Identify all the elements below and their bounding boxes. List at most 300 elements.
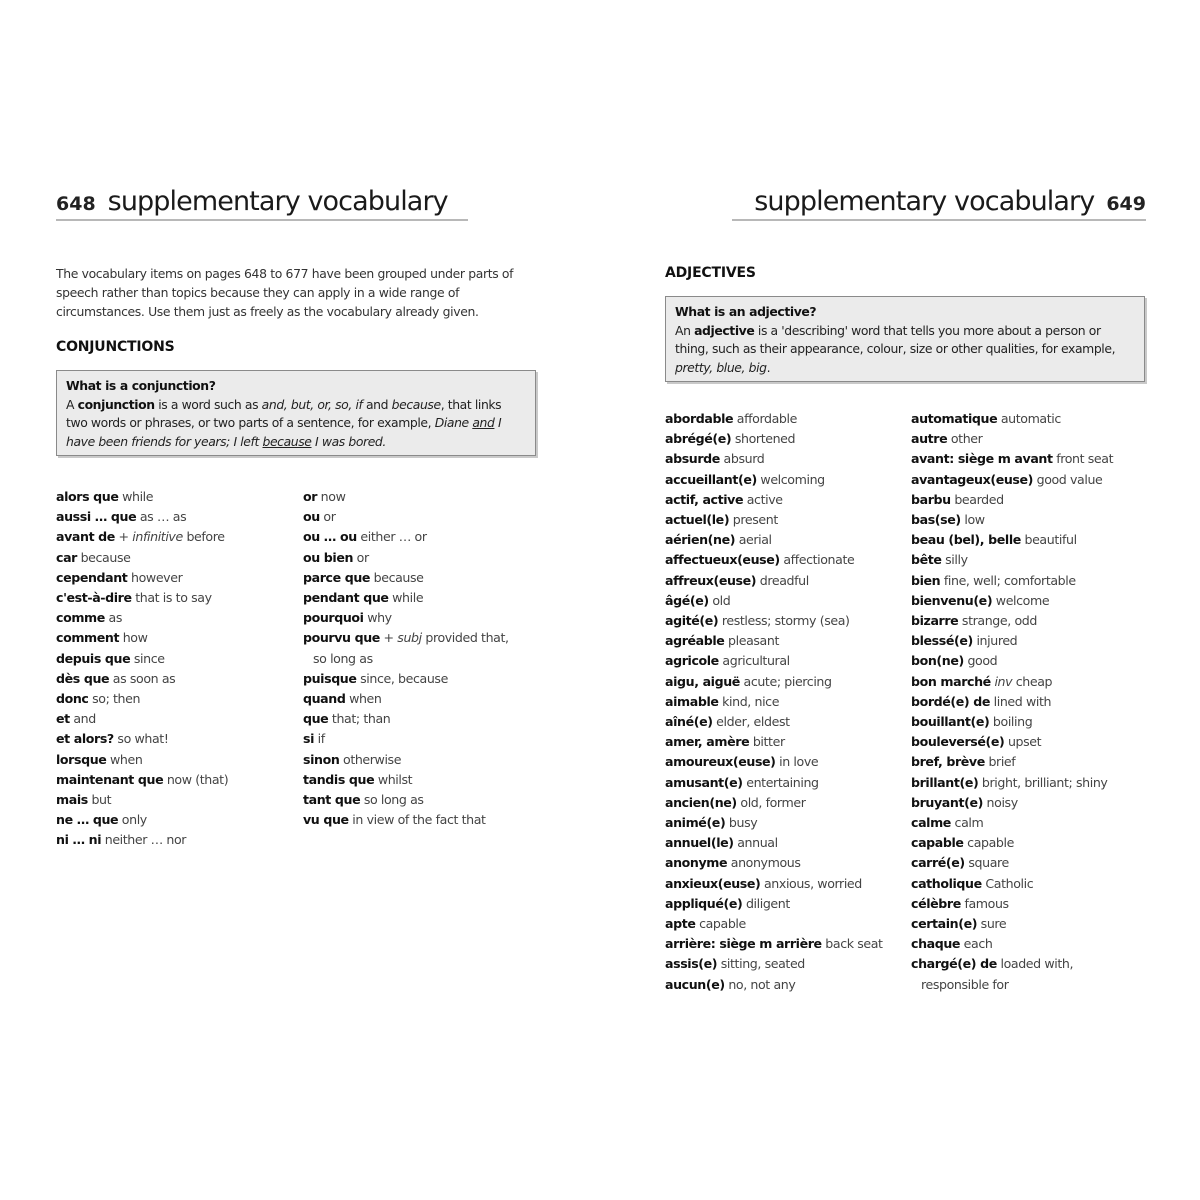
- vocab-entry: [911, 752, 1113, 772]
- gloss: anxious, worried: [760, 875, 862, 891]
- headword: donc: [56, 691, 89, 707]
- gloss: beautiful: [1020, 532, 1077, 548]
- gloss: as soon as: [109, 670, 176, 686]
- gloss: so what!: [113, 731, 169, 747]
- vocab-entry: [303, 750, 509, 770]
- conjunctions-column-2: [303, 487, 509, 830]
- gloss: absurd: [719, 451, 765, 467]
- vocab-entry: [56, 588, 228, 608]
- vocab-entry: [911, 470, 1113, 490]
- vocab-entry: [56, 608, 228, 628]
- info-text: is a word such as: [154, 396, 262, 412]
- vocab-entry: [911, 833, 1113, 853]
- headword: avant: siège m avant: [911, 451, 1053, 467]
- gloss: affectionate: [779, 552, 855, 568]
- gloss: so long as: [360, 792, 424, 808]
- headword: quand: [303, 691, 346, 707]
- gloss: welcoming: [756, 471, 825, 487]
- headword: bordé(e) de: [911, 693, 991, 709]
- vocab-entry: [56, 487, 228, 507]
- headword: bon marché: [911, 673, 991, 689]
- headword: capable: [911, 835, 964, 851]
- gloss: automatic: [997, 411, 1061, 426]
- vocab-entry: [665, 591, 883, 611]
- gloss: neither … nor: [101, 832, 187, 848]
- vocab-entry: [56, 548, 228, 568]
- vocab-entry: [665, 409, 883, 429]
- gloss: loaded with,: [996, 956, 1074, 972]
- vocab-entry: [911, 894, 1113, 914]
- vocab-entry: [911, 651, 1113, 671]
- gloss: injured: [972, 633, 1018, 649]
- headword: affreux(euse): [665, 572, 757, 588]
- gloss: + subj provided that,: [383, 630, 509, 646]
- gloss: strange, odd: [958, 613, 1037, 629]
- info-example: because: [391, 396, 441, 412]
- headword: bouleversé(e): [911, 734, 1005, 750]
- vocab-entry: [303, 628, 509, 648]
- vocab-entry: [911, 954, 1113, 974]
- vocab-entry: [303, 527, 509, 547]
- gloss: in view of the fact that: [348, 812, 486, 828]
- gloss: but: [87, 792, 112, 808]
- section-heading-conjunctions: CONJUNCTIONS: [56, 339, 175, 355]
- vocab-entry: [911, 530, 1113, 550]
- info-box-question: What is a conjunction?: [66, 378, 216, 393]
- gloss: in love: [775, 754, 819, 770]
- gloss: as … as: [136, 509, 187, 525]
- vocab-entry: [303, 649, 509, 669]
- gloss: annual: [733, 835, 778, 851]
- vocab-entry: [56, 507, 228, 527]
- info-example-underlined: because: [262, 433, 312, 449]
- headword: anonyme: [665, 855, 728, 871]
- vocab-entry: [665, 833, 883, 853]
- info-text: An: [675, 322, 695, 338]
- vocab-entry: [665, 853, 883, 873]
- gloss: noisy: [982, 794, 1018, 810]
- headword: bienvenu(e): [911, 592, 993, 608]
- headword: assis(e): [665, 956, 718, 972]
- vocab-entry: [911, 449, 1113, 469]
- headword: actuel(le): [665, 512, 730, 528]
- headword: bouillant(e): [911, 714, 990, 730]
- headword: cependant: [56, 569, 128, 585]
- headword: apte: [665, 916, 696, 932]
- headword: autre: [911, 431, 948, 447]
- headword: c'est-à-dire: [56, 590, 132, 606]
- vocab-entry: [911, 732, 1113, 752]
- vocab-entry: [665, 550, 883, 570]
- vocab-entry: [303, 487, 509, 507]
- page-number: 649: [1106, 193, 1146, 215]
- headword: affectueux(euse): [665, 552, 780, 568]
- info-text: and: [362, 396, 392, 412]
- vocab-entry: [665, 470, 883, 490]
- vocab-entry: [911, 672, 1113, 692]
- headword: calme: [911, 815, 951, 831]
- headword: avantageux(euse): [911, 471, 1033, 487]
- gloss: calm: [950, 815, 984, 831]
- headword: bon(ne): [911, 653, 964, 669]
- headword: avant de: [56, 529, 115, 545]
- vocab-entry: [911, 853, 1113, 873]
- headword: célèbre: [911, 895, 961, 911]
- headword: puisque: [303, 670, 357, 686]
- headword: agréable: [665, 633, 725, 649]
- vocab-entry: [665, 449, 883, 469]
- headword: aérien(ne): [665, 532, 736, 548]
- gloss: bearded: [950, 491, 1004, 507]
- gloss: each: [960, 936, 993, 952]
- vocab-entry: [911, 550, 1113, 570]
- headword: comment: [56, 630, 120, 646]
- headword: bas(se): [911, 512, 961, 528]
- vocab-entry: [665, 510, 883, 530]
- headword: beau (bel), belle: [911, 532, 1021, 548]
- vocab-entry: [303, 608, 509, 628]
- headword: arrière: siège m arrière: [665, 936, 822, 952]
- gloss: elder, eldest: [712, 714, 790, 730]
- gloss: sure: [977, 916, 1007, 932]
- vocab-entry: [303, 548, 509, 568]
- vocab-entry: [665, 813, 883, 833]
- vocab-entry: [665, 429, 883, 449]
- vocab-entry: [911, 571, 1113, 591]
- gloss: either … or: [356, 529, 427, 545]
- gloss: busy: [725, 815, 758, 831]
- vocab-entry: [911, 490, 1113, 510]
- section-heading-adjectives: ADJECTIVES: [665, 265, 756, 281]
- vocab-entry: [303, 507, 509, 527]
- headword: amoureux(euse): [665, 754, 776, 770]
- vocab-entry: [303, 689, 509, 709]
- gloss: when: [345, 691, 382, 707]
- gloss: because: [370, 569, 424, 585]
- headword: amer, amère: [665, 734, 750, 750]
- info-text: is a 'describing' word that tells you more about a person or thing, such as their appearance, colour, size or other qualities, for example,: [675, 322, 1116, 356]
- headword: abordable: [665, 411, 734, 426]
- gloss: when: [106, 751, 143, 767]
- vocab-entry: [665, 692, 883, 712]
- info-example-underlined: and: [472, 415, 495, 430]
- vocab-entry: [911, 409, 1113, 429]
- right-page-header: [732, 186, 1146, 221]
- vocab-entry: [911, 934, 1113, 954]
- headword: lorsque: [56, 751, 107, 767]
- vocab-entry: [56, 830, 228, 850]
- gloss: while: [388, 590, 424, 606]
- vocab-entry: [911, 611, 1113, 631]
- vocab-entry: [665, 490, 883, 510]
- headword: bien: [911, 572, 941, 588]
- gloss: silly: [941, 552, 968, 568]
- gloss: famous: [960, 895, 1009, 911]
- headword: âgé(e): [665, 592, 709, 608]
- info-term: adjective: [694, 322, 755, 338]
- vocab-entry: [303, 770, 509, 790]
- info-term: conjunction: [77, 396, 155, 412]
- headword: tant que: [303, 792, 361, 808]
- vocab-entry: [911, 874, 1113, 894]
- headword: certain(e): [911, 916, 978, 932]
- headword: pourquoi: [303, 610, 364, 626]
- vocab-entry: [56, 527, 228, 547]
- vocab-entry: [303, 709, 509, 729]
- headword: aucun(e): [665, 976, 725, 992]
- gloss: now (that): [163, 771, 229, 787]
- gloss: present: [729, 512, 778, 528]
- adjective-info-box: [665, 296, 1145, 382]
- gloss: since, because: [356, 670, 448, 686]
- vocab-entry: [56, 770, 228, 790]
- headword: ni … ni: [56, 832, 102, 848]
- vocab-entry: [665, 793, 883, 813]
- headword: alors que: [56, 489, 119, 504]
- headword: comme: [56, 610, 105, 626]
- vocab-entry: [665, 773, 883, 793]
- gloss: old: [708, 592, 731, 608]
- gloss: low: [960, 512, 985, 528]
- vocab-entry: [665, 914, 883, 934]
- vocab-entry: [911, 975, 1113, 995]
- vocab-entry: [56, 729, 228, 749]
- vocab-entry: [303, 568, 509, 588]
- headword: aigu, aiguë: [665, 673, 740, 689]
- gloss: capable: [695, 916, 746, 932]
- headword: aîné(e): [665, 714, 713, 730]
- headword: brillant(e): [911, 774, 979, 790]
- gloss: + infinitive before: [118, 529, 225, 545]
- gloss: now: [317, 489, 346, 504]
- gloss: so long as: [313, 650, 373, 666]
- gloss: dreadful: [756, 572, 809, 588]
- vocab-entry: [56, 669, 228, 689]
- gloss: welcome: [992, 592, 1050, 608]
- gloss: no, not any: [724, 976, 796, 992]
- gloss: inv cheap: [994, 673, 1053, 689]
- vocab-entry: [56, 790, 228, 810]
- headword: maintenant que: [56, 771, 164, 787]
- gloss: because: [76, 549, 131, 565]
- vocab-entry: [665, 954, 883, 974]
- gloss: entertaining: [742, 774, 819, 790]
- headword: dès que: [56, 670, 110, 686]
- vocab-entry: [665, 712, 883, 732]
- headword: parce que: [303, 569, 371, 585]
- gloss: lined with: [990, 693, 1052, 709]
- headword: catholique: [911, 875, 982, 891]
- gloss: square: [964, 855, 1009, 871]
- vocab-entry: [665, 874, 883, 894]
- gloss: boiling: [989, 714, 1033, 730]
- vocab-entry: [911, 631, 1113, 651]
- info-example: and, but, or, so, if: [261, 396, 363, 412]
- headword: bizarre: [911, 613, 959, 629]
- info-box-question: What is an adjective?: [675, 304, 817, 319]
- vocab-entry: [303, 790, 509, 810]
- gloss: why: [363, 610, 392, 626]
- headword: bruyant(e): [911, 794, 983, 810]
- right-page: [600, 0, 1200, 1200]
- gloss: bitter: [749, 734, 785, 750]
- conjunction-info-box: [56, 370, 536, 456]
- info-example: I was bored.: [311, 433, 386, 449]
- gloss: kind, nice: [718, 693, 780, 709]
- headword: or: [303, 489, 318, 504]
- conjunctions-column-1: [56, 487, 228, 851]
- headword: chaque: [911, 936, 961, 952]
- gloss: as: [104, 610, 122, 626]
- headword: carré(e): [911, 855, 965, 871]
- headword: actif, active: [665, 491, 744, 507]
- vocab-entry: [911, 773, 1113, 793]
- headword: blessé(e): [911, 633, 973, 649]
- gloss: since: [130, 650, 165, 666]
- vocab-entry: [911, 692, 1113, 712]
- vocab-entry: [665, 752, 883, 772]
- headword: ou bien: [303, 549, 354, 565]
- headword: appliqué(e): [665, 895, 743, 911]
- info-example: pretty, blue, big: [675, 359, 767, 375]
- headword: pourvu que: [303, 630, 380, 646]
- info-example: I have been friends for years; I left: [66, 415, 502, 449]
- gloss: however: [127, 569, 183, 585]
- vocab-entry: [303, 810, 509, 830]
- gloss: otherwise: [339, 751, 402, 767]
- gloss: anonymous: [727, 855, 801, 871]
- vocab-entry: [665, 530, 883, 550]
- gloss: pleasant: [724, 633, 779, 649]
- headword: chargé(e) de: [911, 956, 997, 972]
- gloss: responsible for: [921, 976, 1009, 992]
- vocab-entry: [303, 729, 509, 749]
- gloss: that; than: [328, 711, 391, 727]
- vocab-entry: [665, 975, 883, 995]
- vocab-entry: [56, 689, 228, 709]
- vocab-entry: [665, 631, 883, 651]
- gloss: back seat: [821, 936, 883, 952]
- vocab-entry: [911, 793, 1113, 813]
- headword: vu que: [303, 812, 349, 828]
- info-text: A: [66, 396, 78, 412]
- left-page-header: [56, 186, 468, 221]
- gloss: fine, well; comfortable: [940, 572, 1076, 588]
- vocab-entry: [56, 628, 228, 648]
- info-text: .: [766, 359, 771, 375]
- gloss: brief: [984, 754, 1016, 770]
- headword: mais: [56, 792, 88, 808]
- gloss: shortened: [731, 431, 796, 447]
- headword: absurde: [665, 451, 720, 467]
- headword: pendant que: [303, 590, 389, 606]
- headword: animé(e): [665, 815, 726, 831]
- vocab-entry: [665, 934, 883, 954]
- headword: automatique: [911, 411, 998, 426]
- vocab-entry: [303, 588, 509, 608]
- headword: et alors?: [56, 731, 114, 747]
- vocab-entry: [911, 510, 1113, 530]
- info-example: Diane: [434, 415, 469, 430]
- headword: car: [56, 549, 77, 565]
- adjectives-column-1: [665, 409, 883, 995]
- gloss: aerial: [735, 532, 772, 548]
- page-number: 648: [56, 193, 96, 215]
- vocab-entry: [911, 429, 1113, 449]
- vocab-entry: [911, 712, 1113, 732]
- headword: bref, brève: [911, 754, 985, 770]
- gloss: diligent: [742, 895, 790, 911]
- headword: ou: [303, 509, 320, 525]
- vocab-entry: [303, 669, 509, 689]
- gloss: restless; stormy (sea): [718, 613, 850, 629]
- adjectives-column-2: [911, 409, 1113, 995]
- page-title: supplementary vocabulary: [754, 186, 1095, 217]
- gloss: affordable: [733, 411, 797, 426]
- gloss: that is to say: [131, 590, 212, 606]
- gloss: or: [319, 509, 336, 525]
- page-title: supplementary vocabulary: [107, 186, 448, 217]
- gloss: or: [353, 549, 369, 565]
- gloss: so; then: [88, 691, 141, 707]
- vocab-entry: [665, 672, 883, 692]
- headword: barbu: [911, 491, 951, 507]
- headword: accueillant(e): [665, 471, 757, 487]
- gloss: whilst: [374, 771, 413, 787]
- info-text: , that links two words or phrases, or two parts of a sentence, for example,: [66, 396, 502, 430]
- headword: bête: [911, 552, 942, 568]
- vocab-entry: [911, 914, 1113, 934]
- gloss: front seat: [1052, 451, 1114, 467]
- headword: ancien(ne): [665, 794, 737, 810]
- headword: depuis que: [56, 650, 131, 666]
- gloss: good: [963, 653, 998, 669]
- vocab-entry: [56, 709, 228, 729]
- vocab-entry: [56, 750, 228, 770]
- gloss: capable: [963, 835, 1014, 851]
- gloss: how: [119, 630, 148, 646]
- headword: ou … ou: [303, 529, 357, 545]
- headword: si: [303, 731, 315, 747]
- headword: que: [303, 711, 329, 727]
- gloss: if: [314, 731, 325, 747]
- headword: anxieux(euse): [665, 875, 761, 891]
- headword: agricole: [665, 653, 719, 669]
- headword: amusant(e): [665, 774, 743, 790]
- vocab-entry: [665, 732, 883, 752]
- headword: annuel(le): [665, 835, 734, 851]
- gloss: bright, brilliant; shiny: [978, 774, 1108, 790]
- headword: aimable: [665, 693, 719, 709]
- gloss: sitting, seated: [717, 956, 805, 972]
- vocab-entry: [56, 649, 228, 669]
- gloss: old, former: [736, 794, 806, 810]
- headword: et: [56, 711, 70, 727]
- intro-paragraph: The vocabulary items on pages 648 to 677 have been grouped under parts of speech rather than topics because they can apply in a wide range of circumstances. Use them just as freely as the vocabulary already given.: [56, 266, 514, 319]
- headword: tandis que: [303, 771, 375, 787]
- gloss: only: [118, 812, 147, 828]
- gloss: while: [118, 489, 154, 504]
- gloss: agricultural: [718, 653, 790, 669]
- vocab-entry: [911, 591, 1113, 611]
- headword: aussi … que: [56, 509, 137, 525]
- gloss: good value: [1033, 471, 1103, 487]
- headword: abrégé(e): [665, 431, 732, 447]
- gloss: acute; piercing: [739, 673, 832, 689]
- headword: agité(e): [665, 613, 719, 629]
- gloss: and: [69, 711, 96, 727]
- vocab-entry: [665, 651, 883, 671]
